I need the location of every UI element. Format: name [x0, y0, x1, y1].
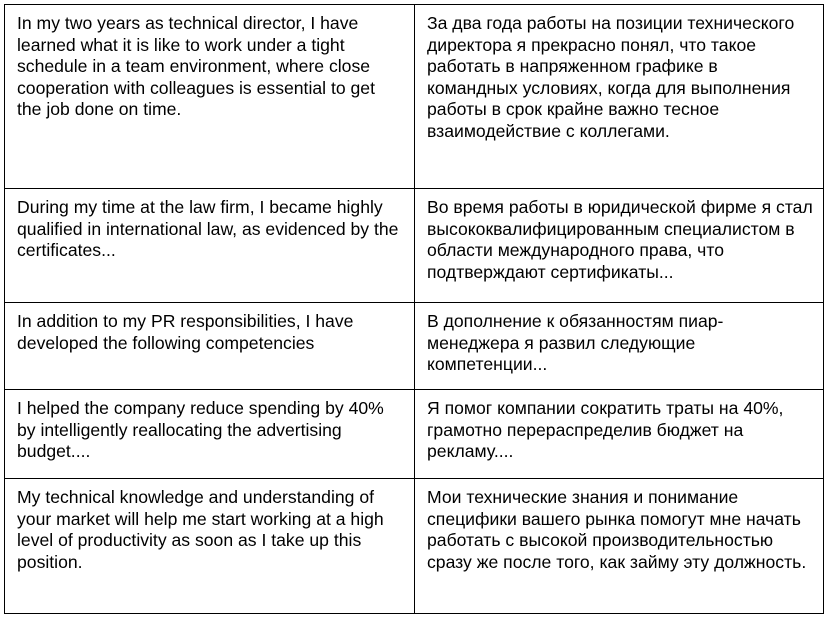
english-phrase-cell: In my two years as technical director, I have learned what it is like to work under a tight schedule in a team environment, where close cooperation with colleagues is essential to get the job done on time. [5, 5, 415, 189]
table-row [5, 303, 824, 390]
table-row [5, 5, 824, 189]
english-phrase-cell: During my time at the law firm, I became highly qualified in international law, as evidenced by the certificates... [5, 189, 415, 303]
russian-translation-cell: Я помог компании сократить траты на 40%, грамотно перераспределив бюджет на рекламу.... [415, 390, 824, 479]
russian-translation-cell: Во время работы в юридической фирме я стал высококвалифицированным специалистом в области международного права, что подтверждают сертификаты... [415, 189, 824, 303]
table-row [5, 390, 824, 479]
russian-translation-cell: Мои технические знания и понимание специфики вашего рынка помогут мне начать работать с высокой производительностью сразу же после того, как займу эту должность. [415, 479, 824, 614]
english-phrase-cell: In addition to my PR responsibilities, I have developed the following competencies [5, 303, 415, 390]
english-phrase-cell: My technical knowledge and understanding of your market will help me start working at a high level of productivity as soon as I take up this position. [5, 479, 415, 614]
table-row [5, 479, 824, 614]
russian-translation-cell: В дополнение к обязанностям пиар-менеджера я развил следующие компетенции... [415, 303, 824, 390]
phrase-translation-table [4, 4, 824, 614]
table-row [5, 189, 824, 303]
english-phrase-cell: I helped the company reduce spending by 40% by intelligently reallocating the advertising budget.... [5, 390, 415, 479]
russian-translation-cell: За два года работы на позиции технического директора я прекрасно понял, что такое работать в напряженном графике в командных условиях, когда для выполнения работы в срок крайне важно тесное взаимодействие с коллегами. [415, 5, 824, 189]
